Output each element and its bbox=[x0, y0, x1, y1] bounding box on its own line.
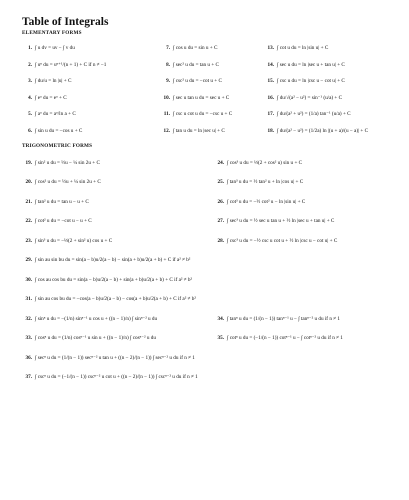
formula-number: 10. bbox=[163, 94, 170, 101]
formula-expression: ∫ tanⁿ u du = (1/(n − 1)) tanⁿ⁻¹ u − ∫ tanⁿ⁻² u du if n ≠ 1 bbox=[227, 315, 340, 322]
formula-expression: ∫ cos³ u du = ⅓(2 + cos² u) sin u + C bbox=[227, 159, 303, 166]
formula-item bbox=[264, 73, 394, 90]
formula-expression: ∫ cotⁿ u du = (−1/(n − 1)) cotⁿ⁻¹ u − ∫ cotⁿ⁻² u du if n ≠ 1 bbox=[227, 335, 343, 342]
formula-item bbox=[214, 231, 404, 251]
trig-forms-full-2 bbox=[22, 348, 395, 387]
formula-expression: ∫ sec u tan u du = sec u + C bbox=[173, 94, 230, 101]
formula-number: 2. bbox=[28, 61, 32, 68]
formula-number: 16. bbox=[267, 94, 274, 101]
formula-number: 31. bbox=[25, 296, 32, 303]
formula-number: 3. bbox=[28, 78, 32, 85]
formula-number: 20. bbox=[25, 179, 32, 186]
formula-number: 28. bbox=[217, 237, 224, 244]
formula-expression: ∫ csc² u du = −cot u + C bbox=[173, 78, 222, 85]
trig-forms-full bbox=[22, 251, 395, 310]
formula-expression: ∫ csc u cot u du = −csc u + C bbox=[173, 111, 233, 118]
formula-number: 22. bbox=[25, 218, 32, 225]
formula-item bbox=[22, 309, 214, 329]
formula-item bbox=[22, 90, 160, 107]
formula-number: 9. bbox=[166, 78, 170, 85]
formula-item bbox=[22, 290, 395, 310]
formula-item bbox=[22, 123, 160, 140]
formula-number: 29. bbox=[25, 257, 32, 264]
formula-expression: ∫ cos au cos bu du = sin(a − b)u/2(a − b) + sin(a + b)u/2(a + b) + C if a² ≠ b² bbox=[35, 276, 193, 283]
formula-item bbox=[22, 192, 214, 212]
formula-item bbox=[264, 106, 394, 123]
formula-item bbox=[214, 192, 404, 212]
formula-expression: ∫ sin² u du = ½u − ¼ sin 2u + C bbox=[35, 159, 100, 166]
formula-number: 33. bbox=[25, 335, 32, 342]
formula-expression: ∫ sec u du = ln |sec u + tan u| + C bbox=[277, 61, 345, 68]
formula-expression: ∫ cscⁿ u du = (−1/(n − 1)) cscⁿ⁻² u cot u + ((n − 2)/(n − 1)) ∫ cscⁿ⁻² u du if n ≠ 1 bbox=[35, 374, 198, 381]
formula-item bbox=[214, 153, 404, 173]
formula-item bbox=[22, 173, 214, 193]
formula-number: 18. bbox=[267, 127, 274, 134]
formula-item bbox=[160, 57, 264, 74]
formula-expression: ∫ du/(a² − u²) = (1/2a) ln |(u + a)/(u − a)| + C bbox=[277, 127, 369, 134]
formula-expression: ∫ sin³ u du = −⅓(2 + sin² u) cos u + C bbox=[35, 237, 113, 244]
formula-item bbox=[160, 123, 264, 140]
formula-item bbox=[160, 73, 264, 90]
formula-number: 34. bbox=[217, 315, 224, 322]
elementary-forms-grid bbox=[22, 40, 395, 139]
formula-item bbox=[160, 40, 264, 57]
formula-number: 5. bbox=[28, 111, 32, 118]
formula-number: 17. bbox=[267, 111, 274, 118]
formula-item bbox=[214, 173, 404, 193]
formula-item bbox=[22, 368, 395, 388]
formula-item bbox=[264, 123, 394, 140]
formula-item bbox=[22, 270, 395, 290]
formula-expression: ∫ cosⁿ u du = (1/n) cosⁿ⁻¹ u sin u + ((n − 1)/n) ∫ cosⁿ⁻² u du bbox=[35, 335, 156, 342]
formula-expression: ∫ tan² u du = tan u − u + C bbox=[35, 198, 89, 205]
formula-number: 30. bbox=[25, 276, 32, 283]
formula-number: 35. bbox=[217, 335, 224, 342]
formula-expression: ∫ eᵘ du = eᵘ + C bbox=[35, 94, 67, 101]
formula-number: 4. bbox=[28, 94, 32, 101]
formula-expression: ∫ tan³ u du = ½ tan² u + ln |cos u| + C bbox=[227, 179, 304, 186]
formula-number: 25. bbox=[217, 179, 224, 186]
formula-item bbox=[160, 90, 264, 107]
formula-item bbox=[22, 251, 395, 271]
formula-item bbox=[214, 309, 404, 329]
formula-item bbox=[22, 329, 214, 349]
formula-expression: ∫ du/u = ln |u| + C bbox=[35, 78, 72, 85]
formula-number: 32. bbox=[25, 315, 32, 322]
formula-number: 12. bbox=[163, 127, 170, 134]
formula-item bbox=[264, 40, 394, 57]
formula-number: 24. bbox=[217, 159, 224, 166]
formula-item bbox=[22, 57, 160, 74]
formula-expression: ∫ u dv = uv − ∫ v du bbox=[35, 45, 75, 52]
formula-expression: ∫ sec² u du = tan u + C bbox=[173, 61, 219, 68]
formula-expression: ∫ du/(a² + u²) = (1/a) tan⁻¹ (u/a) + C bbox=[277, 111, 351, 118]
formula-number: 6. bbox=[28, 127, 32, 134]
formula-expression: ∫ csc u du = ln |csc u − cot u| + C bbox=[277, 78, 345, 85]
formula-expression: ∫ cos u du = sin u + C bbox=[173, 45, 218, 52]
formula-number: 23. bbox=[25, 237, 32, 244]
page-title: Table of Integrals bbox=[22, 16, 109, 28]
formula-expression: ∫ sec³ u du = ½ sec u tan u + ½ ln |sec u + tan u| + C bbox=[227, 218, 335, 225]
section-heading-elementary: ELEMENTARY FORMS bbox=[22, 30, 82, 36]
formula-expression: ∫ sin au sin bu du = sin(a − b)u/2(a − b) − sin(a + b)u/2(a + b) + C if a² ≠ b² bbox=[35, 257, 191, 264]
formula-item bbox=[214, 329, 404, 349]
formula-item bbox=[160, 106, 264, 123]
trig-forms-pairs bbox=[22, 153, 395, 251]
formula-item bbox=[22, 73, 160, 90]
formula-item bbox=[22, 231, 214, 251]
formula-expression: ∫ cot² u du = −cot u − u + C bbox=[35, 218, 92, 225]
formula-expression: ∫ secⁿ u du = (1/(n − 1)) secⁿ⁻² u tan u + ((n − 2)/(n − 1)) ∫ secⁿ⁻² u du if n ≠ 1 bbox=[35, 354, 195, 361]
trig-forms-pairs-2 bbox=[22, 309, 395, 348]
formula-item bbox=[22, 348, 395, 368]
formula-item bbox=[214, 212, 404, 232]
formula-number: 15. bbox=[267, 78, 274, 85]
formula-expression: ∫ cot³ u du = −½ cot² u − ln |sin u| + C bbox=[227, 198, 306, 205]
formula-number: 19. bbox=[25, 159, 32, 166]
formula-number: 14. bbox=[267, 61, 274, 68]
formula-number: 8. bbox=[166, 61, 170, 68]
formula-item bbox=[264, 57, 394, 74]
formula-expression: ∫ du/√(a² − u²) = sin⁻¹ (u/a) + C bbox=[277, 94, 343, 101]
formula-item bbox=[22, 212, 214, 232]
formula-expression: ∫ sin u du = −cos u + C bbox=[35, 127, 83, 134]
formula-number: 13. bbox=[267, 45, 274, 52]
section-heading-trig: TRIGONOMETRIC FORMS bbox=[22, 143, 93, 149]
formula-expression: ∫ sinⁿ u du = −(1/n) sinⁿ⁻¹ u cos u + ((n − 1)/n) ∫ sinⁿ⁻² u du bbox=[35, 315, 158, 322]
formula-expression: ∫ uⁿ du = uⁿ⁺¹/(n + 1) + C if n ≠ −1 bbox=[35, 61, 107, 68]
formula-item bbox=[264, 90, 394, 107]
formula-number: 21. bbox=[25, 198, 32, 205]
formula-expression: ∫ tan u du = ln |sec u| + C bbox=[173, 127, 225, 134]
formula-number: 7. bbox=[166, 45, 170, 52]
formula-number: 26. bbox=[217, 198, 224, 205]
formula-number: 27. bbox=[217, 218, 224, 225]
formula-number: 1. bbox=[28, 45, 32, 52]
formula-expression: ∫ cos² u du = ½u + ¼ sin 2u + C bbox=[35, 179, 101, 186]
formula-expression: ∫ sin au cos bu du = −cos(a − b)u/2(a − b) − cos(a + b)u/2(a + b) + C if a² ≠ b² bbox=[35, 296, 196, 303]
formula-expression: ∫ aᵘ du = aᵘ/ln a + C bbox=[35, 111, 76, 118]
formula-number: 36. bbox=[25, 354, 32, 361]
formula-item bbox=[22, 106, 160, 123]
formula-item bbox=[22, 40, 160, 57]
formula-item bbox=[22, 153, 214, 173]
formula-number: 11. bbox=[163, 111, 170, 118]
formula-expression: ∫ cot u du = ln |sin u| + C bbox=[277, 45, 329, 52]
formula-number: 37. bbox=[25, 374, 32, 381]
formula-expression: ∫ csc³ u du = −½ csc u cot u + ½ ln |csc u − cot u| + C bbox=[227, 237, 338, 244]
